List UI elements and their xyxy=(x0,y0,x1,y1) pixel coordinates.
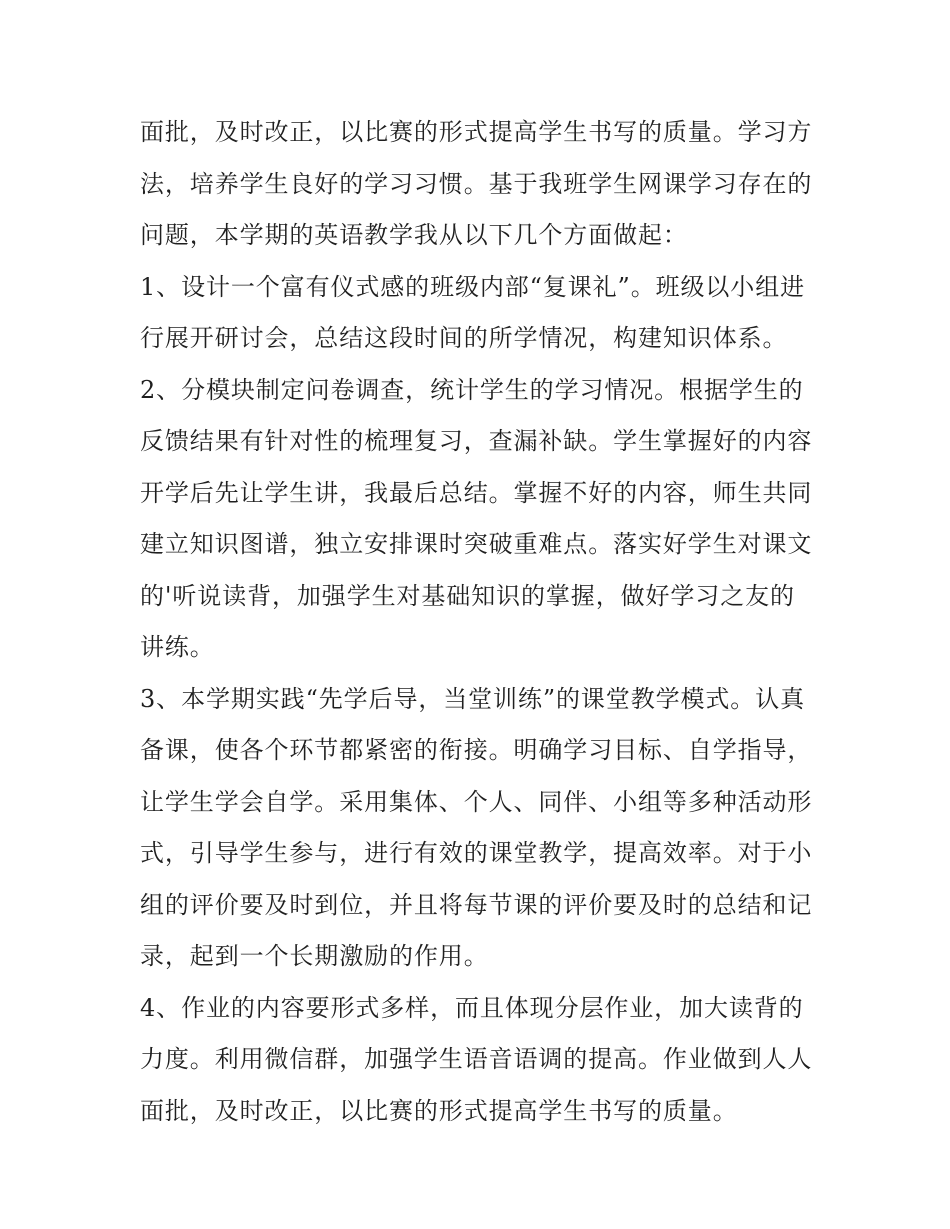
text-line: 建立知识图谱，独立安排课时突破重难点。落实好学生对课文 xyxy=(140,530,813,558)
text-line: 讲练。 xyxy=(140,633,215,661)
text-line: 3、本学期实践“先学后导，当堂训练”的课堂教学模式。认真 xyxy=(140,684,806,713)
text-line: 力度。利用微信群，加强学生语音语调的提高。作业做到人人 xyxy=(140,1045,813,1073)
text-line: 的'听说读背，加强学生对基础知识的掌握，做好学习之友的 xyxy=(140,581,795,610)
text-line: 录，起到一个长期激励的作用。 xyxy=(140,942,489,970)
text-line: 1、设计一个富有仪式感的班级内部“复课礼”。班级以小组进 xyxy=(140,272,806,301)
document-body xyxy=(140,107,816,1137)
text-line: 反馈结果有针对性的梳理复习，查漏补缺。学生掌握好的内容 xyxy=(140,427,813,455)
text-line: 开学后先让学生讲，我最后总结。掌握不好的内容，师生共同 xyxy=(140,478,813,507)
text-line: 行展开研讨会，总结这段时间的所学情况，构建知识体系。 xyxy=(140,324,788,352)
text-line: 2、分模块制定问卷调查，统计学生的学习情况。根据学生的 xyxy=(140,375,804,404)
text-line: 面批，及时改正，以比赛的形式提高学生书写的质量。学习方 xyxy=(140,118,813,146)
text-line: 面批，及时改正，以比赛的形式提高学生书写的质量。 xyxy=(140,1096,738,1125)
text-line: 组的评价要及时到位，并且将每节课的评价要及时的总结和记 xyxy=(140,890,813,919)
text-line: 4、作业的内容要形式多样，而且体现分层作业，加大读背的 xyxy=(140,993,804,1022)
text-line: 问题，本学期的英语教学我从以下几个方面做起： xyxy=(140,221,688,249)
text-line: 式，引导学生参与，进行有效的课堂教学，提高效率。对于小 xyxy=(140,839,813,867)
text-line: 让学生学会自学。采用集体、个人、同伴、小组等多种活动形 xyxy=(140,787,813,816)
text-line: 备课，使各个环节都紧密的衔接。明确学习目标、自学指导， xyxy=(140,736,813,764)
text-line: 法，培养学生良好的学习习惯。基于我班学生网课学习存在的 xyxy=(140,169,813,198)
